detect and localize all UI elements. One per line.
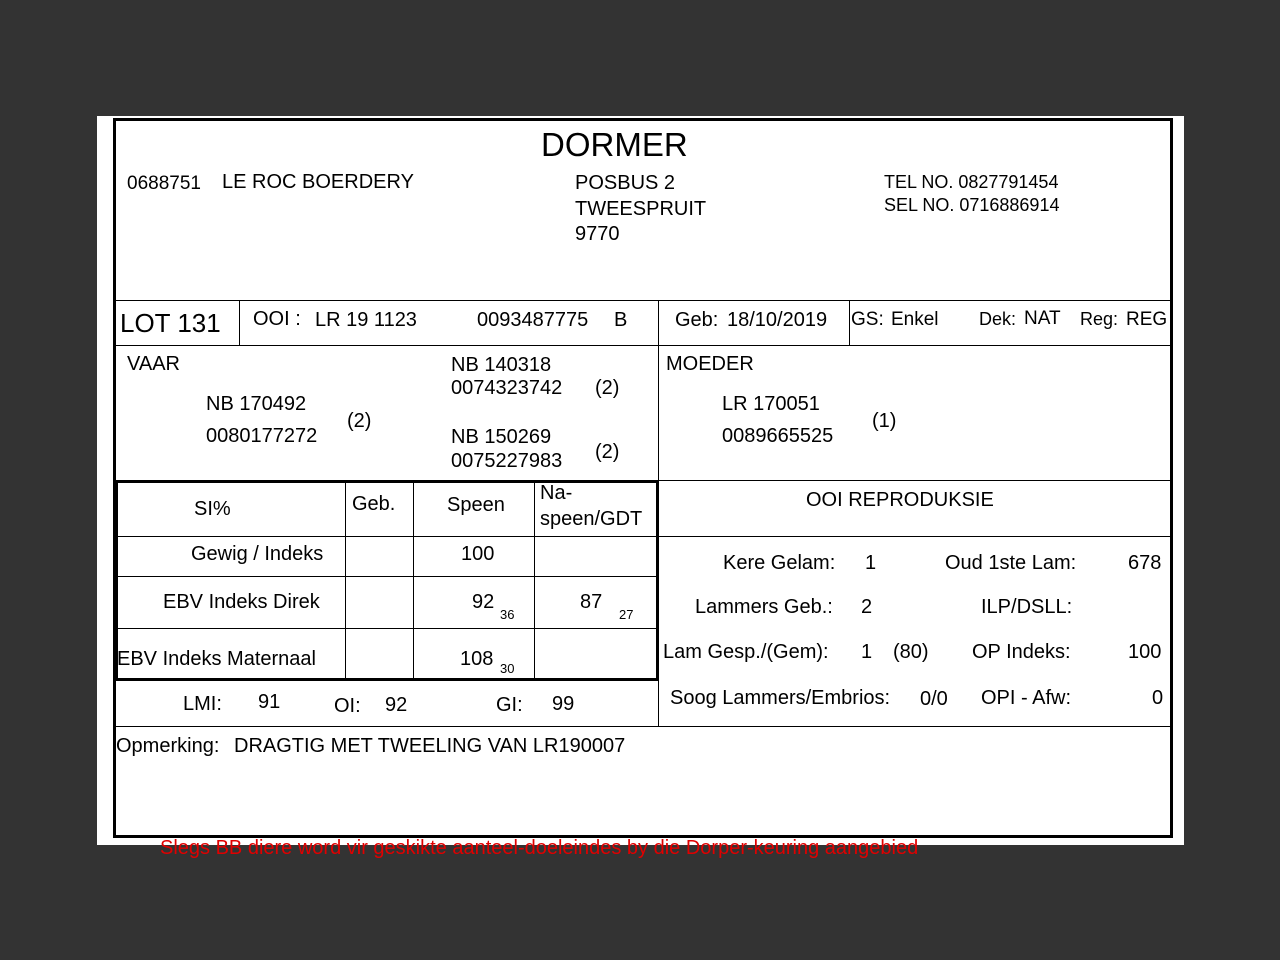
divider-header bbox=[116, 300, 1172, 301]
reg-label: Reg: bbox=[1080, 309, 1119, 329]
sire-id: NB 170492 bbox=[206, 393, 307, 415]
ooi-grade: B bbox=[614, 309, 628, 331]
oi-label: OI: bbox=[334, 695, 361, 717]
divider-remarks bbox=[116, 726, 1172, 727]
divider-lot-cell bbox=[239, 300, 240, 345]
address-line-3: 9770 bbox=[575, 223, 620, 245]
col-naspeen-line2: speen/GDT bbox=[540, 508, 643, 530]
ooi-label: OOI : bbox=[253, 308, 301, 330]
gi-label: GI: bbox=[496, 694, 523, 716]
row-direk-label: EBV Indeks Direk bbox=[163, 591, 320, 613]
row-maternaal-label: EBV Indeks Maternaal bbox=[117, 648, 316, 670]
dam-id: LR 170051 bbox=[722, 393, 820, 415]
divider-pedigree-right bbox=[658, 480, 1172, 481]
divider-index-col1 bbox=[345, 482, 346, 678]
divider-index-header bbox=[116, 536, 658, 537]
divider-index-row3 bbox=[116, 678, 658, 681]
ooi-id: LR 19 1123 bbox=[315, 309, 417, 331]
opi-label: OPI - Afw: bbox=[981, 687, 1072, 709]
sire-dam-id: NB 150269 bbox=[451, 426, 552, 448]
sire-number: 0080177272 bbox=[206, 425, 318, 447]
kere-gelam-label: Kere Gelam: bbox=[723, 552, 836, 574]
lmi-value: 91 bbox=[258, 691, 281, 713]
divider-index-right bbox=[656, 482, 659, 680]
ooi-number: 0093487775 bbox=[477, 309, 589, 331]
row-direk-naspeen: 87 bbox=[580, 591, 603, 613]
divider-pedigree-left bbox=[116, 480, 658, 483]
remarks-label: Opmerking: bbox=[116, 735, 220, 757]
remarks-text: DRAGTIG MET TWEELING VAN LR190007 bbox=[234, 735, 626, 757]
breed-title: DORMER bbox=[541, 126, 688, 163]
opi-value: 0 bbox=[1152, 687, 1164, 709]
oud-lam-label: Oud 1ste Lam: bbox=[945, 552, 1077, 574]
row-maternaal-speen-sub: 30 bbox=[500, 661, 515, 676]
col-si: SI% bbox=[194, 498, 231, 520]
lam-gesp-label: Lam Gesp./(Gem): bbox=[663, 641, 829, 663]
divider-index-col3 bbox=[534, 482, 535, 678]
dek-value: NAT bbox=[1024, 308, 1061, 329]
sire-code: (2) bbox=[347, 410, 372, 432]
sel-number: SEL NO. 0716886914 bbox=[884, 195, 1060, 215]
divider-repro-title bbox=[658, 536, 1172, 537]
lmi-label: LMI: bbox=[183, 693, 222, 715]
lam-gesp-gem: (80) bbox=[893, 641, 929, 663]
lot-number: LOT 131 bbox=[120, 308, 221, 338]
row-direk-naspeen-sub: 27 bbox=[619, 607, 634, 622]
oud-lam-value: 678 bbox=[1128, 552, 1162, 574]
divider-index-row1 bbox=[116, 576, 658, 577]
sire-sire-code: (2) bbox=[595, 377, 620, 399]
geb-date: 18/10/2019 bbox=[727, 309, 828, 331]
op-indeks-label: OP Indeks: bbox=[972, 641, 1071, 663]
lot-card-frame bbox=[113, 118, 1173, 838]
repro-title: OOI REPRODUKSIE bbox=[806, 489, 994, 511]
vaar-label: VAAR bbox=[127, 353, 180, 375]
sire-dam-number: 0075227983 bbox=[451, 450, 563, 472]
owner-name: LE ROC BOERDERY bbox=[222, 171, 414, 193]
divider-lot-row bbox=[116, 345, 1172, 346]
row-direk-speen-sub: 36 bbox=[500, 607, 515, 622]
lam-gesp-value: 1 bbox=[861, 641, 873, 663]
divider-index-row2 bbox=[116, 628, 658, 629]
lammers-geb-label: Lammers Geb.: bbox=[695, 596, 833, 618]
col-geb: Geb. bbox=[352, 493, 396, 515]
address-line-1: POSBUS 2 bbox=[575, 172, 676, 194]
soog-value: 0/0 bbox=[920, 688, 948, 710]
gs-value: Enkel bbox=[891, 309, 939, 330]
ilp-label: ILP/DSLL: bbox=[981, 596, 1073, 618]
footer-note: Slegs BB diere word vir geskikte aanteel-doeleindes by die Dorper-keuring aangebied bbox=[160, 837, 919, 859]
geb-label: Geb: bbox=[675, 309, 719, 331]
col-speen: Speen bbox=[447, 494, 505, 516]
owner-number: 0688751 bbox=[127, 173, 201, 194]
sire-dam-code: (2) bbox=[595, 441, 620, 463]
col-naspeen-line1: Na- bbox=[540, 482, 573, 504]
address-line-2: TWEESPRUIT bbox=[575, 198, 707, 220]
row-maternaal-speen: 108 bbox=[460, 648, 494, 670]
oi-value: 92 bbox=[385, 694, 408, 716]
footer-note-strip bbox=[160, 837, 1140, 859]
op-indeks-value: 100 bbox=[1128, 641, 1162, 663]
row-direk-speen: 92 bbox=[472, 591, 495, 613]
divider-index-col2 bbox=[413, 482, 414, 678]
tel-number: TEL NO. 0827791454 bbox=[884, 172, 1059, 192]
dek-label: Dek: bbox=[979, 309, 1017, 329]
divider-geb-cell bbox=[849, 300, 850, 345]
dam-number: 0089665525 bbox=[722, 425, 834, 447]
row-gewig-speen: 100 bbox=[461, 543, 495, 565]
row-gewig-label: Gewig / Indeks bbox=[191, 543, 324, 565]
sire-sire-id: NB 140318 bbox=[451, 354, 552, 376]
gi-value: 99 bbox=[552, 693, 575, 715]
dam-code: (1) bbox=[872, 410, 897, 432]
lammers-geb-value: 2 bbox=[861, 596, 873, 618]
reg-value: REG bbox=[1126, 309, 1168, 330]
kere-gelam-value: 1 bbox=[865, 552, 877, 574]
moeder-label: MOEDER bbox=[666, 353, 754, 375]
soog-label: Soog Lammers/Embrios: bbox=[670, 687, 891, 709]
sire-sire-number: 0074323742 bbox=[451, 377, 563, 399]
gs-label: GS: bbox=[851, 309, 884, 330]
